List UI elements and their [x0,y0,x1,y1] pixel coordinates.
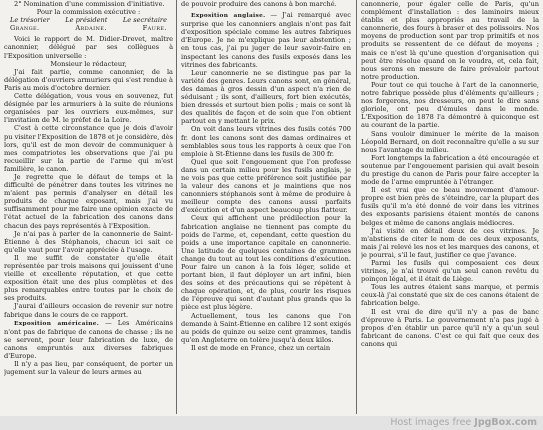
section-heading-english: Exposition anglaise. [191,13,266,20]
paragraph: J'aurai d'ailleurs occasion de revenir sur notre fabrique dans le cours de ce rapport. [4,302,173,319]
paragraph: Il est de mode en France, chez un certain [191,343,331,352]
paragraph: 2° Nomination d'une commission d'initiative. [14,0,165,8]
paragraph: Voici le rapport de M. Didier-Drevet, maître canonnier, délégué par ses collègues à l'Exposition universelle : [4,35,173,60]
paragraph: Tous les autres étaient sans marque, et permis ceux-là j'ai constaté que six de ces canons étaient de fabrication belge. [361,283,539,308]
paragraph: Je n'ai pas à parler de la canonnerie de Saint-Étienne à des Stéphanois, chacun ici sait ce qu'elle vaut pour l'avoir appréciée à l'usage. [4,229,173,254]
paragraph: On voit dans leurs vitrines des fusils cotés 700 fr. dont les canons sont des damas ordinaires et semblables sous tous les rapports à ceux que l'on emploie à St-Étienne dans les fusils de 300 fr. [181,125,351,158]
text-column-3 [361,0,539,420]
signature-names [4,24,173,32]
paragraph: Pour tout ce qui touche à l'art de la canonnerie, notre fabrique possède plus d'éléments qu'ailleurs ; nos forgerons, nos dresseurs, on peut le dire sans gloriole, ont peu d'émules dans le monde. L'Exposition de 1878 l'a démontré à quiconque est au courant de la partie. [361,80,539,130]
paragraph: Il me suffit de constater qu'elle était représentée par trois maisons qui jouissent d'une vieille et excellente réputation, et que cette exposition était une des plus complètes et des plus remarquables entre toutes par le choix de ses produits. [4,253,173,303]
paragraph: Je regrette que le défaut de temps et la difficulté de pénétrer dans toutes les vitrines ne m'aient pas permis d'analyser en détail les produits de chaque exposant, mais j'ai vu suffisamment pour me faire une opinion exacte de l'état actuel de la fabrication des canons dans chacun des pays représentés à l'Exposition. [4,172,173,230]
column-divider [176,0,177,414]
signature-name: Ardaine. [75,24,107,33]
watermark-brand: JpgBox.com [474,417,537,428]
paragraph-english-exhibit [181,11,351,69]
salutation: Monsieur le rédacteur, [50,59,127,68]
paragraph: Il n'y a pas lieu, par conséquent, de porter un jugement sur la valeur de leurs armes au [4,360,173,377]
watermark-text: Host images free [390,417,472,428]
signature-title-secretary: Le secrétaire [122,16,167,25]
commission-header: Pour la commission exécutive : [36,8,141,17]
signature-name: Faure. [142,24,167,33]
image-host-watermark [390,417,537,428]
paragraph: Leur canonnerie ne se distingue pas par la variété des genres. Leurs canons sont, en général, des damas à gros dessin d'un aspect n'a rien de séduisant ; ils sont, d'ailleurs, fort bien exécutés, bien dressés et surtout bien polis ; mais ce sont là des qualités de façon et de soin que l'on obtient partout en y mettant le prix. [181,68,351,126]
paragraph: J'ai fait partie, comme canonnier, de la délégation d'ouvriers armuriers qui s'est rendue à Paris au mois d'octobre dernier. [4,67,173,92]
section-heading-american: Exposition américaine. [14,320,100,327]
paragraph-american-exhibit [4,319,173,360]
paragraph: Cette délégation, vous vous en souvenez, fut désignée par les armuriers à la suite de réunions organisées par les ouvriers eux-mêmes, sur l'invitation de M. le préfet de la Loire. [4,92,173,125]
signature-titles [4,16,173,24]
paragraph: Quel que soit l'engouement que l'on professe dans un certain milieu pour les fusils anglais, je ne vois pas que cette préférence soit justifiée par la valeur des canons et je maintiens que nos canonniers stéphanois sont à même de produire à meilleur compte des canons aussi parfaits d'exécution et d'un aspect beaucoup plus flatteur. [181,157,351,215]
signature-title-treasurer: Le trésorier [10,16,50,25]
signature-name: Grange. [10,24,40,33]
paragraph: canonnerie, pour égaler celle de Paris, qu'un complément d'installation : des laminoirs mieux établis et plus appropriés au travail de la canonnerie, des fours à braser et des polissoirs. Nos moyens de production sont par trop primitifs et nos produits se ressentent de ce défaut de moyens ; mais ce n'est là qu'une question d'organisation qui peut être résolue quand on le voudra, et, cela fait, nous serons en mesure de faire prévaloir partout notre production. [361,0,539,81]
paragraph: Ceux qui affichent une prédilection pour la fabrication anglaise ne tiennent pas compte du poids de l'arme, et, cependant, cette question du poids a une importance capitale en canonnerie. Une latitude de quelques centaines de grammes change du tout au tout les conditions d'exécution. Pour faire un canon à la fois léger, solide et portant bien, il faut déployer un art infini, bien des soins et des précautions qui se répètent à chaque opération, et, de plus, courir les risques de l'épreuve qui sont d'autant plus grands que la pièce est plus légère. [181,214,351,312]
paragraph: J'ai visité en détail deux de ces vitrines. Je m'abstiens de citer le nom de ces deux exposants, mais j'ai relevé les nos et les marques des canons, et je pourrai, s'il le faut, justifier ce que j'avance. [361,226,539,259]
column-divider [356,0,357,414]
paragraph: Actuellement, tous les canons que l'on demande à Saint-Étienne en calibre 12 sont exigés au poids de quinze ou seize cent grammes, tandis qu'en Angleterre on tolère jusqu'à deux kilos. [181,311,351,344]
paragraph-text: — J'ai remarqué avec surprise que les canonniers anglais n'ont pas fait d'exposition spéciale comme les autres fabriques d'Europe. Je ne m'explique pas leur abstention ; en tous cas, j'ai pu juger de leur savoir-faire en inspectant les canons des fusils exposés dans les vitrines des fabricants. [181,11,351,69]
text-column-1 [4,0,173,420]
paragraph: Il est vrai de dire qu'il n'y a pas de banc d'épreuve à Paris. Le gouvernement n'a pas jugé à propos d'en établir un parce qu'il n'y a qu'un seul fabricant de canons. C'est ce qui fait que ceux des canons qui [361,307,539,348]
signature-title-president: Le président [65,16,108,25]
paragraph-text: — Les Américains n'ont pas de fabrique de canons de chasse ; ils ne se servent, pour leur fabrication de luxe, de canons empruntés aux diverses fabriques d'Europe. [4,318,173,361]
paragraph: Il est vrai que ce beau mouvement d'amour-propre est bien près de s'éteindre, car la plupart des fusils qu'il m'a été donné de voir dans les vitrines des exposants parisiens étaient montés de canons belges et même de canons anglais médiocres. [361,186,539,227]
text-column-2 [181,0,351,420]
paragraph: Parmi les fusils qui composaient ces deux vitrines, je n'ai trouvé qu'un seul canon revêtu du poinçon légal, et il était de Liège. [361,259,539,284]
paragraph: Fort longtemps la fabrication a été encouragée et soutenue par l'engouement parisien qui avait besoin du prestige du canon de Paris pour faire accepter la mode de l'arme empruntée à l'étranger. [361,153,539,187]
paragraph: Sans vouloir diminuer le mérite de la maison Léopold Bernard, on doit reconnaître qu'elle a su sur nous l'avantage du milieu. [361,129,539,154]
paragraph: C'est à cette circonstance que je dois d'avoir pu visiter l'Exposition de 1878 et je considère, dès lors, qu'il est de mon devoir de communiquer à mes compatriotes les observations que j'ai pu recueillir sur la partie de l'arme qui m'est familière, le canon. [4,124,173,173]
paragraph: de pouvoir produire des canons à bon marché. [181,0,337,8]
